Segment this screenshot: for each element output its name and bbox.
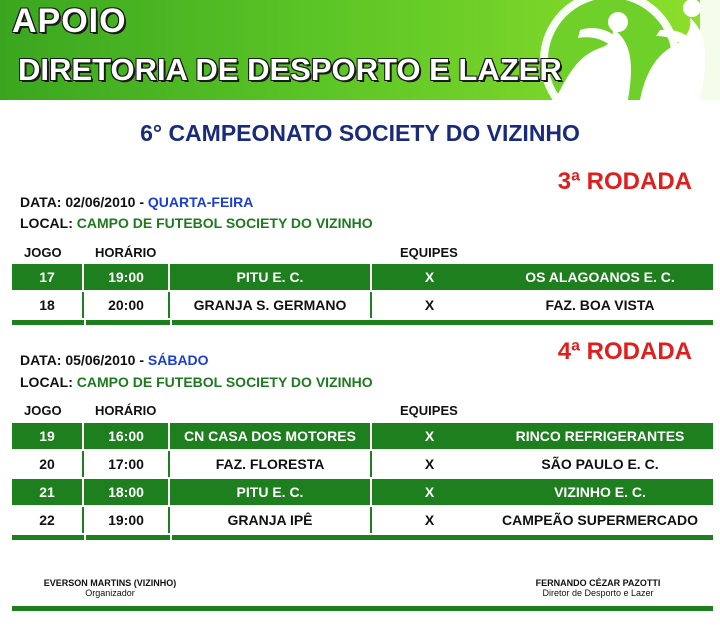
versus: X — [424, 484, 435, 500]
away-team: VIZINHO E. C. — [554, 484, 646, 500]
game-number: 20 — [12, 451, 84, 477]
versus: X — [424, 297, 435, 313]
home-team: CN CASA DOS MOTORES — [170, 423, 372, 449]
round-4-date — [20, 352, 209, 368]
round-3-label: 3ª RODADA — [557, 168, 692, 195]
table-row — [12, 479, 713, 505]
table-row — [12, 264, 713, 290]
game-number: 18 — [12, 292, 84, 318]
game-time: 18:00 — [84, 479, 170, 505]
col-header-teams: EQUIPES — [400, 403, 458, 418]
home-team: PITU E. C. — [170, 264, 372, 290]
local-value: CAMPO DE FUTEBOL SOCIETY DO VIZINHO — [76, 374, 373, 390]
away-team: OS ALAGOANOS E. C. — [525, 269, 675, 285]
table-row — [12, 451, 713, 477]
page-title: 6° CAMPEONATO SOCIETY DO VIZINHO — [140, 120, 580, 146]
game-time: 20:00 — [84, 292, 170, 318]
game-number: 22 — [12, 507, 84, 533]
home-team: FAZ. FLORESTA — [170, 451, 372, 477]
game-time: 17:00 — [84, 451, 170, 477]
banner-diretoria: DIRETORIA DE DESPORTO E LAZER — [18, 52, 562, 87]
date-value: 05/06/2010 — [65, 352, 136, 368]
round-4-local — [20, 374, 373, 390]
home-team: GRANJA S. GERMANO — [170, 292, 372, 318]
date-prefix: DATA: — [20, 352, 66, 368]
date-separator: - — [135, 194, 148, 210]
away-team: RINCO REFRIGERANTES — [515, 428, 685, 444]
table-divider — [12, 535, 713, 540]
versus: X — [424, 512, 435, 528]
signature-role: Organizador — [85, 588, 135, 598]
local-value: CAMPO DE FUTEBOL SOCIETY DO VIZINHO — [76, 215, 373, 231]
game-number: 19 — [12, 423, 84, 449]
home-team: PITU E. C. — [170, 479, 372, 505]
date-separator: - — [135, 352, 148, 368]
col-header-game: JOGO — [24, 403, 62, 418]
table-row — [12, 423, 713, 449]
game-time: 19:00 — [84, 507, 170, 533]
game-time: 19:00 — [84, 264, 170, 290]
banner-apoio: APOIO — [12, 2, 127, 40]
col-header-time: HORÁRIO — [95, 403, 157, 418]
signature-role: Diretor de Desporto e Lazer — [542, 588, 654, 598]
table-divider — [12, 320, 713, 325]
table-row — [12, 292, 713, 318]
versus: X — [424, 428, 435, 444]
signature-name: EVERSON MARTINS (VIZINHO) — [43, 578, 177, 588]
game-number: 17 — [12, 264, 84, 290]
date-value: 02/06/2010 — [65, 194, 136, 210]
versus: X — [424, 269, 435, 285]
local-prefix: LOCAL: — [20, 374, 77, 390]
weekday: QUARTA-FEIRA — [147, 194, 254, 210]
versus: X — [424, 456, 435, 472]
date-prefix: DATA: — [20, 194, 66, 210]
col-header-time: HORÁRIO — [95, 245, 157, 260]
footer-bar — [12, 606, 713, 611]
col-header-game: JOGO — [24, 245, 62, 260]
signature-name: FERNANDO CÉZAR PAZOTTI — [535, 578, 661, 588]
round-3-local — [20, 215, 373, 231]
round-4-label: 4ª RODADA — [557, 338, 692, 365]
away-team: SÃO PAULO E. C. — [541, 456, 659, 472]
local-prefix: LOCAL: — [20, 215, 77, 231]
game-number: 21 — [12, 479, 84, 505]
signature-director — [528, 578, 668, 598]
header-banner — [0, 0, 720, 100]
signature-organizer — [40, 578, 180, 598]
game-time: 16:00 — [84, 423, 170, 449]
weekday: SÁBADO — [147, 352, 209, 368]
table-row — [12, 507, 713, 533]
home-team: GRANJA IPÊ — [170, 507, 372, 533]
away-team: FAZ. BOA VISTA — [545, 297, 655, 313]
round-3-date — [20, 194, 253, 210]
col-header-teams: EQUIPES — [400, 245, 458, 260]
away-team: CAMPEÃO SUPERMERCADO — [501, 512, 698, 528]
